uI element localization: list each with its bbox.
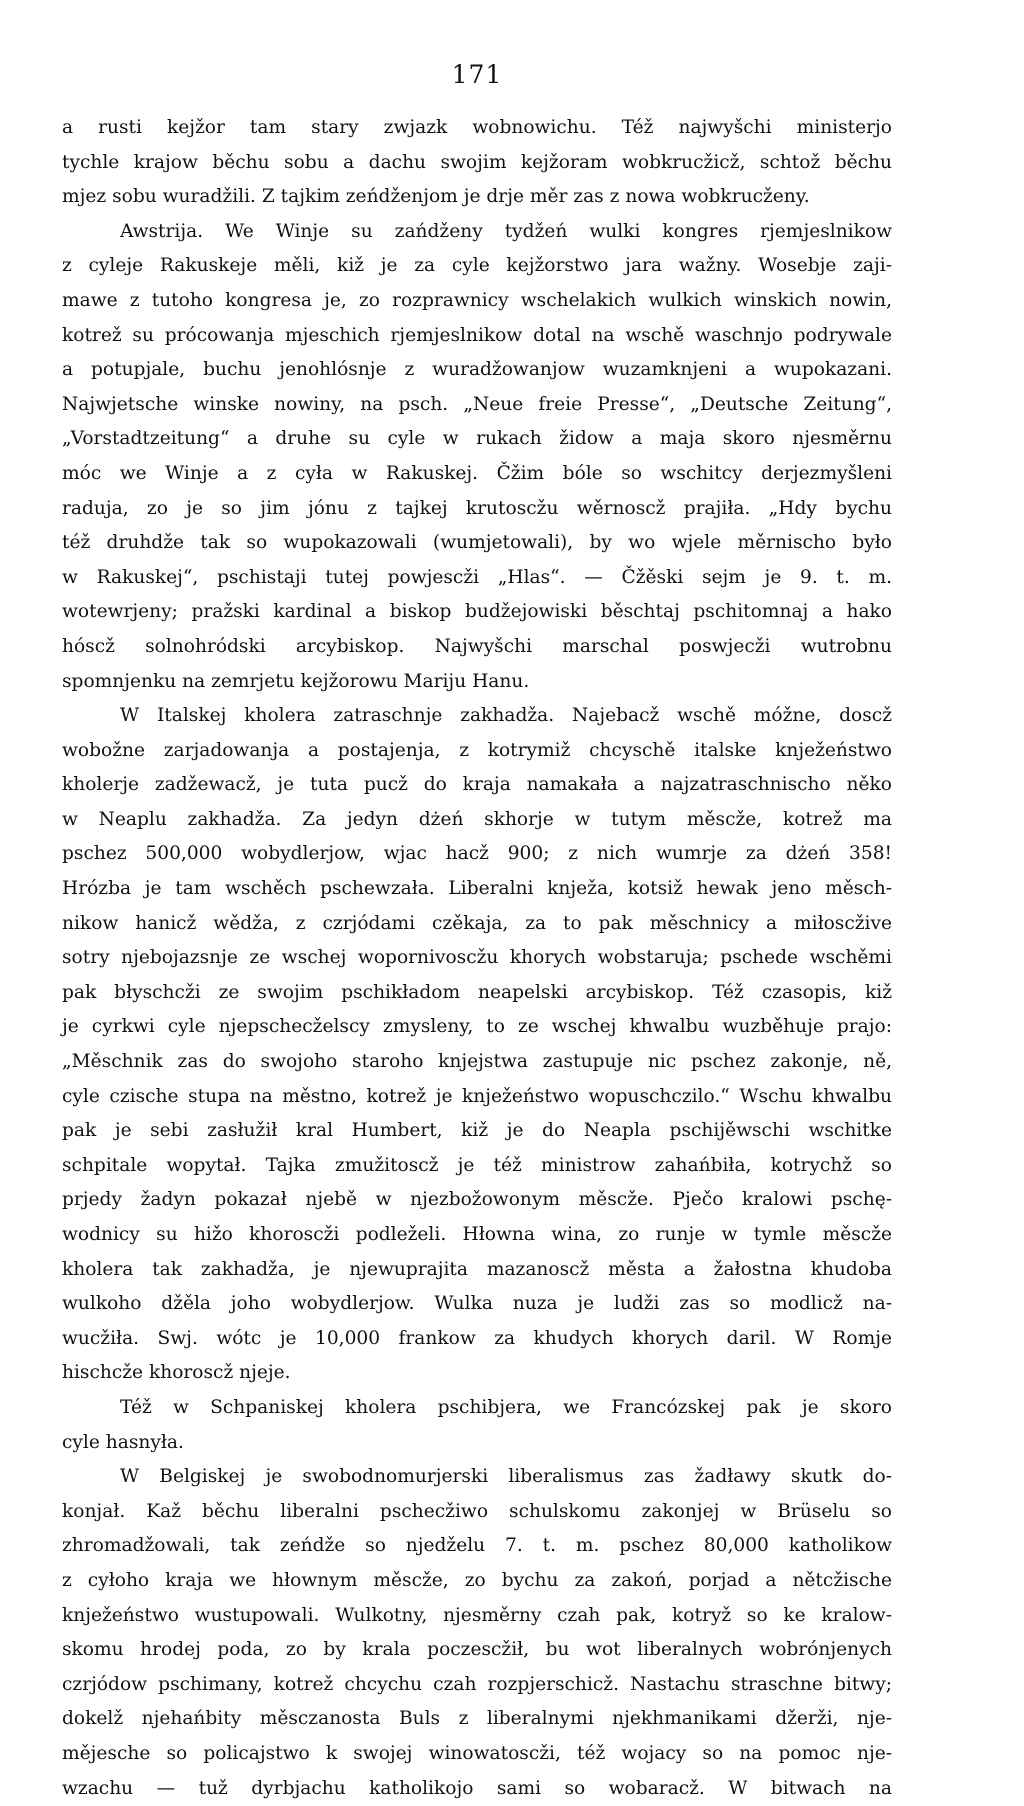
text-line: kholera tak zakhadža, je njewuprajita mazanoscž města a žałostna khudoba: [62, 1253, 892, 1288]
text-line: Najwjetsche winske nowiny, na psch. „Neue freie Presse“, „Deutsche Zeitung“,: [62, 388, 892, 423]
text-line: mějesche so policajstwo k swojej winowatoscži, též wojacy so na pomoc nje-: [62, 1737, 892, 1772]
text-line: schpitale wopytał. Tajka zmužitoscž je též ministrow zahańbiła, kotrychž so: [62, 1149, 892, 1184]
document-page: [62, 60, 892, 1806]
text-line: tychle krajow běchu sobu a dachu swojim kejžoram wobkrucžicž, schtož běchu: [62, 146, 892, 181]
text-line: skomu hrodej poda, zo by krala poczescžił, bu wot liberalnych wobrónjenych: [62, 1633, 892, 1668]
text-line: wzachu — tuž dyrbjachu katholikojo sami so wobaracž. W bitwach na: [62, 1772, 892, 1806]
text-line: kotrež su prócowanja mjeschich rjemjeslnikow dotal na wschě waschnjo podrywale: [62, 319, 892, 354]
text-line: W Italskej kholera zatraschnje zakhadža. Najebacž wschě móžne, doscž: [62, 699, 892, 734]
text-line: sotry njebojazsnje ze wschej wopornivoscžu khorych wobstaruja; pschede wschěmi: [62, 941, 892, 976]
text-line: móc we Winje a z cyła w Rakuskej. Čžim bóle so wschitcy derjezmyšleni: [62, 457, 892, 492]
text-line: a rusti kejžor tam stary zwjazk wobnowichu. Též najwyšchi ministerjo: [62, 111, 892, 146]
text-line: prjedy žadyn pokazał njebě w njezbožowonym měscže. Pječo kralowi pschę-: [62, 1183, 892, 1218]
page-number: 171: [62, 60, 892, 89]
text-line: a potupjale, buchu jenohlósnje z wuradžowanjow wuzamknjeni a wupokazani.: [62, 353, 892, 388]
text-line: w Rakuskej“, pschistaji tutej powjescži „Hlas“. — Čžěski sejm je 9. t. m.: [62, 561, 892, 596]
text-line: wotewrjeny; pražski kardinal a biskop budžejowiski běschtaj pschitomnaj a hako: [62, 595, 892, 630]
text-line: spomnjenku na zemrjetu kejžorowu Mariju Hanu.: [62, 665, 892, 700]
text-line: czrjódow pschimany, kotrež chcychu czah rozpjerschicž. Nastachu straschne bitwy;: [62, 1668, 892, 1703]
text-line: wodnicy su hižo khoroscži podleželi. Hłowna wina, zo runje w tymle měscže: [62, 1218, 892, 1253]
text-line: též druhdže tak so wupokazowali (wumjetowali), by wo wjele měrnischo było: [62, 526, 892, 561]
text-line: mawe z tutoho kongresa je, zo rozprawnicy wschelakich wulkich winskich nowin,: [62, 284, 892, 319]
text-line: Též w Schpaniskej kholera pschibjera, we Francózskej pak je skoro: [62, 1391, 892, 1426]
text-line: kholerje zadžewacž, je tuta pucž do kraja namakała a najzatraschnischo něko: [62, 768, 892, 803]
text-line: hóscž solnohródski arcybiskop. Najwyšchi marschal poswjecži wutrobnu: [62, 630, 892, 665]
text-line: raduja, zo je so jim jónu z tajkej krutoscžu wěrnoscž prajiła. „Hdy bychu: [62, 492, 892, 527]
text-line: Hrózba je tam wschěch pschewzała. Liberalni knježa, kotsiž hewak jeno měsch-: [62, 872, 892, 907]
text-line: pschez 500,000 wobydlerjow, wjac hacž 900; z nich wumrje za dżeń 358!: [62, 837, 892, 872]
body-text: [62, 111, 892, 1806]
text-line: zhromadžowali, tak zeńdže so njedželu 7. t. m. pschez 80,000 katholikow: [62, 1529, 892, 1564]
text-line: cyle czische stupa na městno, kotrež je knježeństwo wopuschczilo.“ Wschu khwalbu: [62, 1080, 892, 1115]
text-line: je cyrkwi cyle njepschecželscy zmysleny, to ze wschej khwalbu wuzběhuje prajo:: [62, 1010, 892, 1045]
text-line: „Vorstadtzeitung“ a druhe su cyle w rukach židow a maja skoro njesměrnu: [62, 422, 892, 457]
text-line: z cyleje Rakuskeje měli, kiž je za cyle kejžorstwo jara wažny. Wosebje zaji-: [62, 249, 892, 284]
text-line: wulkoho džěla joho wobydlerjow. Wulka nuza je ludži zas so modlicž na-: [62, 1287, 892, 1322]
text-line: z cyłoho kraja we hłownym měscže, zo bychu za zakoń, porjad a nětcžische: [62, 1564, 892, 1599]
text-line: pak błyschcži ze swojim pschikładom neapelski arcybiskop. Též czasopis, kiž: [62, 976, 892, 1011]
text-line: hischcže khoroscž njeje.: [62, 1356, 892, 1391]
text-line: wobožne zarjadowanja a postajenja, z kotrymiž chcyschě italske knježeństwo: [62, 734, 892, 769]
text-line: cyle hasnyła.: [62, 1426, 892, 1461]
text-line: W Belgiskej je swobodnomurjerski liberalismus zas žadławy skutk do-: [62, 1460, 892, 1495]
text-line: konjał. Kaž běchu liberalni pschecžiwo schulskomu zakonjej w Brüselu so: [62, 1495, 892, 1530]
text-line: knježeństwo wustupowali. Wulkotny, njesměrny czah pak, kotryž so ke kralow-: [62, 1599, 892, 1634]
text-line: nikow hanicž wědža, z czrjódami czěkaja, za to pak měschnicy a miłoscžive: [62, 907, 892, 942]
text-line: Awstrija. We Winje su zańdženy tydžeń wulki kongres rjemjeslnikow: [62, 215, 892, 250]
text-line: dokelž njehańbity měsczanosta Buls z liberalnymi njekhmanikami džerži, nje-: [62, 1702, 892, 1737]
text-line: w Neaplu zakhadža. Za jedyn dżeń skhorje w tutym měscže, kotrež ma: [62, 803, 892, 838]
text-line: pak je sebi zasłužił kral Humbert, kiž je do Neapla pschijěwschi wschitke: [62, 1114, 892, 1149]
text-line: mjez sobu wuradžili. Z tajkim zeńdženjom je drje měr zas z nowa wobkrucženy.: [62, 180, 892, 215]
text-line: wucžiła. Swj. wótc je 10,000 frankow za khudych khorych daril. W Romje: [62, 1322, 892, 1357]
text-line: „Měschnik zas do swojoho staroho knjejstwa zastupuje nic pschez zakonje, ně,: [62, 1045, 892, 1080]
